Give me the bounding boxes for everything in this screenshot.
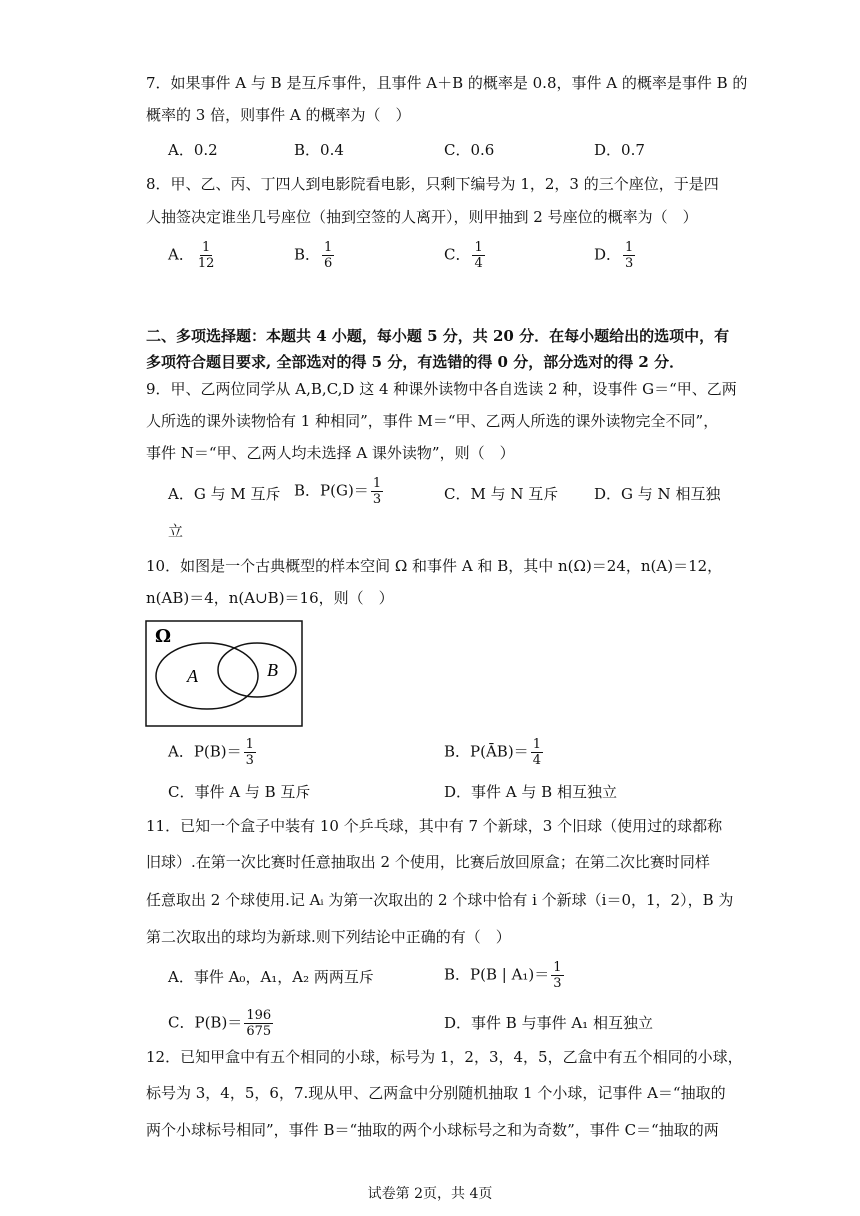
q9-option-d-continued: 立 bbox=[168, 522, 184, 540]
q7-option-c: C．0.6 bbox=[444, 141, 495, 159]
q11-option-c-fraction bbox=[244, 1008, 273, 1039]
q8-option-d-label: D． bbox=[594, 245, 622, 264]
q10-option-b-den: 4 bbox=[532, 753, 541, 768]
q7-line2: 概率的 3 倍，则事件 A 的概率为（ ） bbox=[146, 106, 411, 124]
q10-line1: 10．如图是一个古典概型的样本空间 Ω 和事件 A 和 B，其中 n(Ω)＝24，n(A)＝12， bbox=[146, 557, 723, 575]
q12-line3: 两个小球标号相同”，事件 B＝“抽取的两个小球标号之和为奇数”，事件 C＝“抽取的两 bbox=[146, 1121, 719, 1139]
q11-option-a: A．事件 A₀，A₁，A₂ 两两互斥 bbox=[168, 968, 374, 986]
q8-option-a-num: 1 bbox=[201, 240, 211, 255]
q7-option-d: D．0.7 bbox=[594, 141, 645, 159]
q8-option-d-num: 1 bbox=[625, 240, 634, 255]
q9-option-b-den: 3 bbox=[372, 492, 382, 507]
q8-option-c bbox=[444, 240, 487, 271]
q9-option-b-label: B．P(G)＝ bbox=[294, 481, 369, 500]
q11-line4: 第二次取出的球均为新球.则下列结论中正确的有（ ） bbox=[146, 928, 511, 946]
q10-option-b-num: 1 bbox=[532, 737, 541, 752]
q11-option-b-fraction bbox=[551, 960, 563, 991]
q9-option-b-num: 1 bbox=[372, 476, 382, 491]
q10-line2: n(AB)＝4，n(A∪B)＝16，则（ ） bbox=[146, 589, 394, 607]
q10-option-a-fraction bbox=[244, 737, 256, 768]
q9-option-d: D．G 与 N 相互独 bbox=[594, 485, 721, 503]
q7-option-b: B．0.4 bbox=[294, 141, 344, 159]
q12-line1: 12．已知甲盒中有五个相同的小球，标号为 1，2，3，4，5，乙盒中有五个相同的小球， bbox=[146, 1048, 743, 1066]
section2-heading-line1: 二、多项选择题：本题共 4 小题，每小题 5 分，共 20 分．在每小题给出的选项中，有 bbox=[146, 327, 730, 345]
q11-option-b-label: B．P(B | A₁)＝ bbox=[444, 965, 550, 984]
q8-option-a-den: 12 bbox=[197, 256, 215, 271]
q11-option-c-den: 675 bbox=[246, 1024, 272, 1039]
q11-line1: 11．已知一个盒子中装有 10 个乒乓球，其中有 7 个新球，3 个旧球（使用过的球都称 bbox=[146, 817, 723, 835]
event-a-ellipse bbox=[156, 643, 258, 709]
q8-option-a bbox=[168, 240, 218, 271]
event-a-label: A bbox=[187, 666, 198, 686]
q8-option-b-label: B． bbox=[294, 245, 321, 264]
q9-option-c: C．M 与 N 互斥 bbox=[444, 485, 559, 503]
venn-diagram bbox=[145, 620, 303, 728]
q8-line2: 人抽签决定谁坐几号座位（抽到空签的人离开），则甲抽到 2 号座位的概率为（ ） bbox=[146, 208, 698, 226]
q11-option-c-label: C．P(B)＝ bbox=[168, 1013, 243, 1032]
q8-option-d bbox=[594, 240, 637, 271]
q7-line1: 7．如果事件 A 与 B 是互斥事件，且事件 A＋B 的概率是 0.8，事件 A 的概率是事件 B 的 bbox=[146, 74, 748, 92]
q10-option-a bbox=[168, 737, 258, 768]
q11-option-b-den: 3 bbox=[553, 976, 562, 991]
q10-option-c: C．事件 A 与 B 互斥 bbox=[168, 783, 311, 801]
q8-option-c-fraction bbox=[472, 240, 484, 271]
q7-option-a: A．0.2 bbox=[168, 141, 218, 159]
q8-option-b bbox=[294, 240, 336, 271]
q11-option-d: D．事件 B 与事件 A₁ 相互独立 bbox=[444, 1014, 653, 1032]
section2-heading-line2: 多项符合题目要求, 全部选对的得 5 分，有选错的得 0 分，部分选对的得 2 分． bbox=[146, 353, 685, 371]
q10-option-a-label: A．P(B)＝ bbox=[168, 742, 242, 761]
q8-option-b-den: 6 bbox=[324, 256, 333, 271]
q9-line1: 9．甲、乙两位同学从 A,B,C,D 这 4 种课外读物中各自选读 2 种，设事件 G＝“甲、乙两 bbox=[146, 380, 737, 398]
q8-option-c-den: 4 bbox=[474, 256, 483, 271]
q11-option-c-num: 196 bbox=[246, 1008, 272, 1023]
q8-option-c-num: 1 bbox=[474, 240, 483, 255]
omega-label: Ω bbox=[155, 626, 172, 647]
q9-option-b-fraction bbox=[371, 476, 383, 507]
q11-option-b-num: 1 bbox=[553, 960, 562, 975]
q11-line3: 任意取出 2 个球使用.记 Aᵢ 为第一次取出的 2 个球中恰有 i 个新球（i＝0，1，2），B 为 bbox=[146, 891, 734, 909]
q8-option-a-label: A． bbox=[168, 245, 194, 264]
q12-line2: 标号为 3，4，5，6，7.现从甲、乙两盒中分别随机抽取 1 个小球，记事件 A＝“抽取的 bbox=[146, 1084, 726, 1102]
q10-option-d: D．事件 A 与 B 相互独立 bbox=[444, 783, 617, 801]
q11-option-c bbox=[168, 1008, 275, 1039]
q8-option-c-label: C． bbox=[444, 245, 471, 264]
q8-option-d-fraction bbox=[623, 240, 635, 271]
q8-line1: 8．甲、乙、丙、丁四人到电影院看电影，只剩下编号为 1，2，3 的三个座位，于是四 bbox=[146, 175, 719, 193]
q10-option-a-num: 1 bbox=[245, 737, 254, 752]
q9-line2: 人所选的课外读物恰有 1 种相同”，事件 M＝“甲、乙两人所选的课外读物完全不同”， bbox=[146, 412, 719, 430]
page-footer: 试卷第 2页，共 4页 bbox=[367, 1186, 493, 1202]
q11-option-b bbox=[444, 960, 566, 991]
q10-option-a-den: 3 bbox=[245, 753, 254, 768]
q8-option-b-fraction bbox=[322, 240, 334, 271]
q10-option-b-label: B．P(ĀB)＝ bbox=[444, 742, 529, 761]
q9-line3: 事件 N＝“甲、乙两人均未选择 A 课外读物”，则（ ） bbox=[146, 444, 515, 462]
event-b-label: B bbox=[267, 660, 278, 680]
q10-option-b bbox=[444, 737, 545, 768]
q9-option-a: A．G 与 M 互斥 bbox=[168, 485, 281, 503]
q8-option-a-fraction bbox=[196, 240, 217, 271]
q10-option-b-fraction bbox=[531, 737, 543, 768]
q11-line2: 旧球）.在第一次比赛时任意抽取出 2 个使用，比赛后放回原盒；在第二次比赛时同样 bbox=[146, 853, 710, 871]
q9-option-b bbox=[294, 476, 385, 507]
q8-option-b-num: 1 bbox=[324, 240, 333, 255]
q8-option-d-den: 3 bbox=[625, 256, 634, 271]
